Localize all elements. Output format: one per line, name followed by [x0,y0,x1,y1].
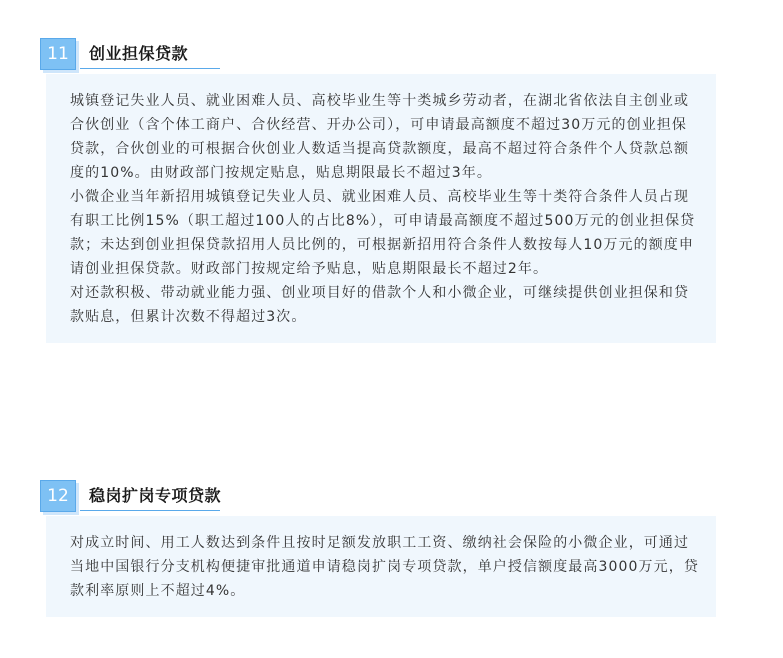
section-header-12 [40,480,220,520]
section-header-11 [40,38,220,78]
section-number-badge: 11 [40,38,76,70]
title-underline [80,68,220,69]
paragraph: 对成立时间、用工人数达到条件且按时足额发放职工工资、缴纳社会保险的小微企业，可通过当地中国银行分支机构便捷审批通道申请稳岗扩岗专项贷款，单户授信额度最高3000万元，贷款利率原则上不超过4%。 [70,535,699,599]
section-content-11 [46,74,716,343]
paragraph: 小微企业当年新招用城镇登记失业人员、就业困难人员、高校毕业生等十类符合条件人员占现有职工比例15%（职工超过100人的占比8%），可申请最高额度不超过500万元的创业担保贷款；未达到创业担保贷款招用人员比例的，可根据新招用符合条件人数按每人10万元的额度申请创业担保贷款。财政部门按规定给予贴息，贴息期限最长不超过2年。 [70,189,696,277]
paragraph: 对还款积极、带动就业能力强、创业项目好的借款个人和小微企业，可继续提供创业担保和贷款贴息，但累计次数不得超过3次。 [70,285,690,325]
section-title: 创业担保贷款 [89,44,189,63]
section-number-badge: 12 [40,480,76,512]
title-underline [80,510,220,511]
paragraph: 城镇登记失业人员、就业困难人员、高校毕业生等十类城乡劳动者，在湖北省依法自主创业或合伙创业（含个体工商户、合伙经营、开办公司），可申请最高额度不超过30万元的创业担保贷款，合伙创业的可根据合伙创业人数适当提高贷款额度，最高不超过符合条件个人贷款总额度的10%。由财政部门按规定贴息，贴息期限最长不超过3年。 [70,93,690,181]
section-content-12 [46,516,716,617]
section-title: 稳岗扩岗专项贷款 [89,486,222,505]
